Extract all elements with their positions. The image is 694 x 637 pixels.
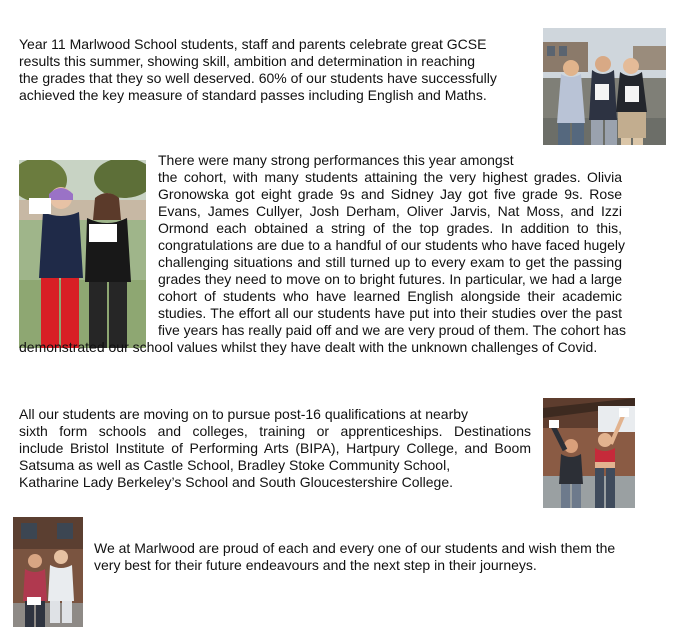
photo-boy-girl-celebrating	[543, 398, 635, 508]
text-line: All our students are moving on to pursue post-16 qualifications at nearby	[19, 406, 469, 422]
text-line: congratulations are due to a handful of our students who have faced hugely	[158, 237, 625, 253]
text-line: five years has really paid off and we are very proud of them. The cohort has	[158, 322, 626, 338]
text-line: the cohort, with many students attaining the very highest grades. Olivia	[158, 169, 622, 185]
destinations-paragraph	[19, 406, 531, 491]
text-line: Year 11 Marlwood School students, staff and parents celebrate great GCSE	[19, 36, 487, 52]
text-line: Gronowska got eight grade 9s and Sidney Jay got five grade 9s. Rose	[158, 186, 622, 202]
text-line: Katharine Lady Berkeley’s School and South Gloucestershire College.	[19, 474, 453, 490]
text-line: include Bristol Institute of Performing Arts (BIPA), Hartpury College, and Boom	[19, 440, 531, 456]
text-line: There were many strong performances this year amongst	[158, 152, 514, 168]
intro-paragraph	[19, 36, 539, 104]
text-line: challenging situations and still turned up to every exam to get the passing	[158, 254, 622, 270]
text-line: very best for their future endeavours and the next step in their journeys.	[94, 557, 537, 573]
text-line: Satsuma as well as Castle School, Bradley Stoke Community School,	[19, 457, 451, 473]
text-line: sixth form schools and colleges, training or apprenticeships. Destinations	[19, 423, 531, 439]
photo-two-boys	[13, 517, 83, 627]
text-line: achieved the key measure of standard passes including English and Maths.	[19, 87, 487, 103]
text-line: We at Marlwood are proud of each and every one of our students and wish them the	[94, 540, 616, 556]
photo-three-girls	[543, 28, 666, 145]
text-line: Ormond each obtained a string of the top grades. In addition to this,	[158, 220, 622, 236]
text-line: demonstrated our school values whilst they have dealt with the unknown challenges of Covid.	[19, 339, 598, 355]
text-line: Evans, James Cullyer, Josh Derham, Oliver Jarvis, Nat Moss, and Izzi	[158, 203, 622, 219]
closing-paragraph	[94, 540, 664, 574]
text-line: the grades that they so well deserved. 60% of our students have successfully	[19, 70, 497, 86]
text-line: studies. The effort all our students have put into their studies over the past	[158, 305, 622, 321]
text-line: grades they need to move on to bright futures. In particular, we had a large	[158, 271, 622, 287]
text-line: cohort of students who have learned English alongside their academic	[158, 288, 622, 304]
achievements-paragraph	[19, 152, 626, 356]
text-line: results this summer, showing skill, ambition and determination in reaching	[19, 53, 475, 69]
